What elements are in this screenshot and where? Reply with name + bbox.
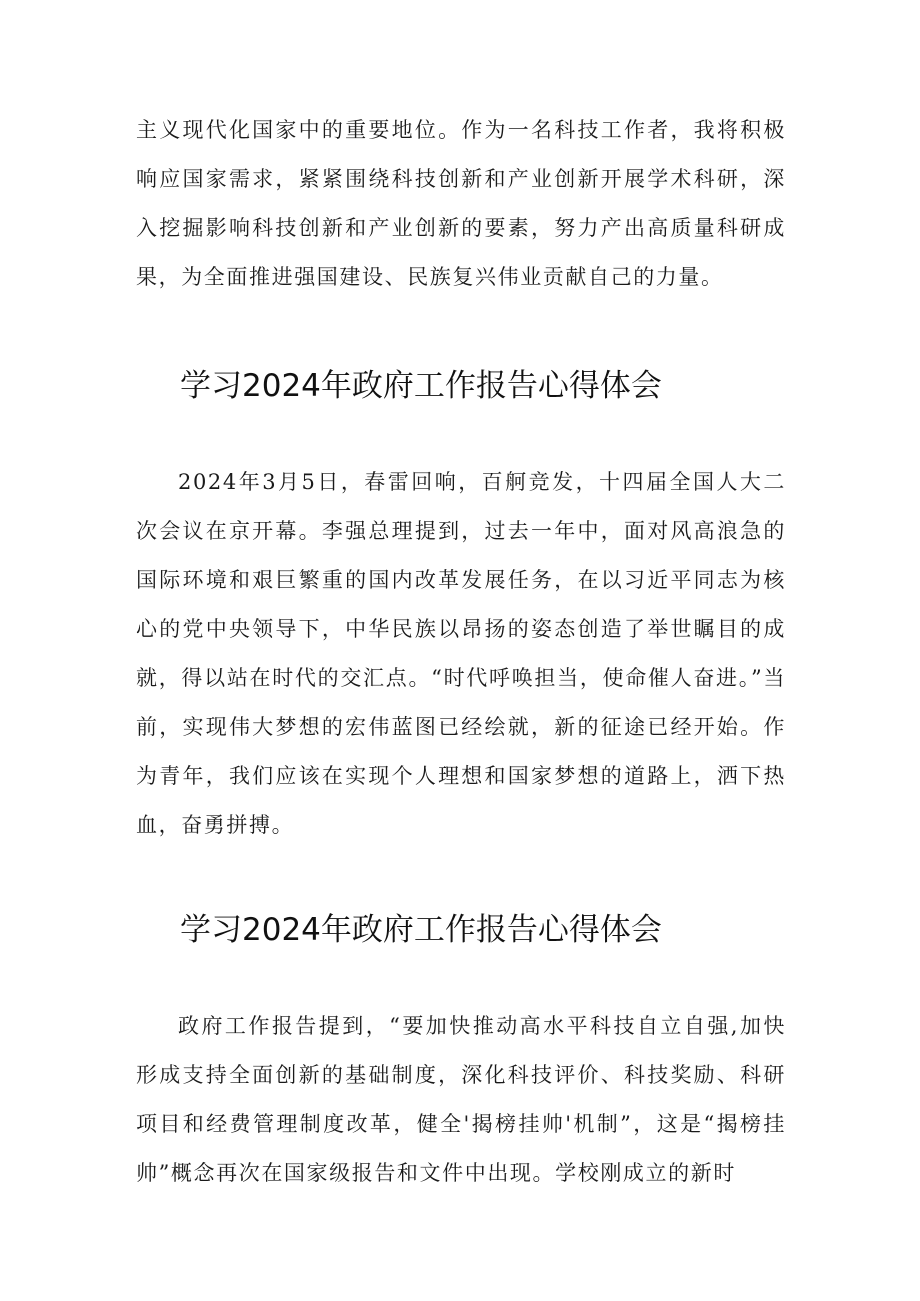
body-paragraph-continued: 主义现代化国家中的重要地位。作为一名科技工作者，我将积极响应国家需求，紧紧围绕科技创新和产业创新开展学术科研，深入挖掘影响科技创新和产业创新的要素，努力产出高质量科研成果，为全面推进强国建设、民族复兴伟业贡献自己的力量。 [136,118,786,289]
body-paragraph: 政府工作报告提到，“要加快推动高水平科技自立自强,加快形成支持全面创新的基础制度，深化科技评价、科技奖励、科研项目和经费管理制度改革，健全'揭榜挂帅'机制”，这是“揭榜挂帅”概念再次在国家级报告和文件中出现。学校刚成立的新时 [136,1014,786,1185]
section-heading: 学习2024年政府工作报告心得体会 [180,368,662,404]
section-heading: 学习2024年政府工作报告心得体会 [180,912,662,948]
body-paragraph: 2024年3月5日，春雷回响，百舸竞发，十四届全国人大二次会议在京开幕。李强总理提到，过去一年中，面对风高浪急的国际环境和艰巨繁重的国内改革发展任务，在以习近平同志为核心的党中央领导下，中华民族以昂扬的姿态创造了举世瞩目的成就，得以站在时代的交汇点。“时代呼唤担当，使命催人奋进。”当前，实现伟大梦想的宏伟蓝图已经绘就，新的征途已经开始。作为青年，我们应该在实现个人理想和国家梦想的道路上，洒下热血，奋勇拼搏。 [136,470,786,837]
